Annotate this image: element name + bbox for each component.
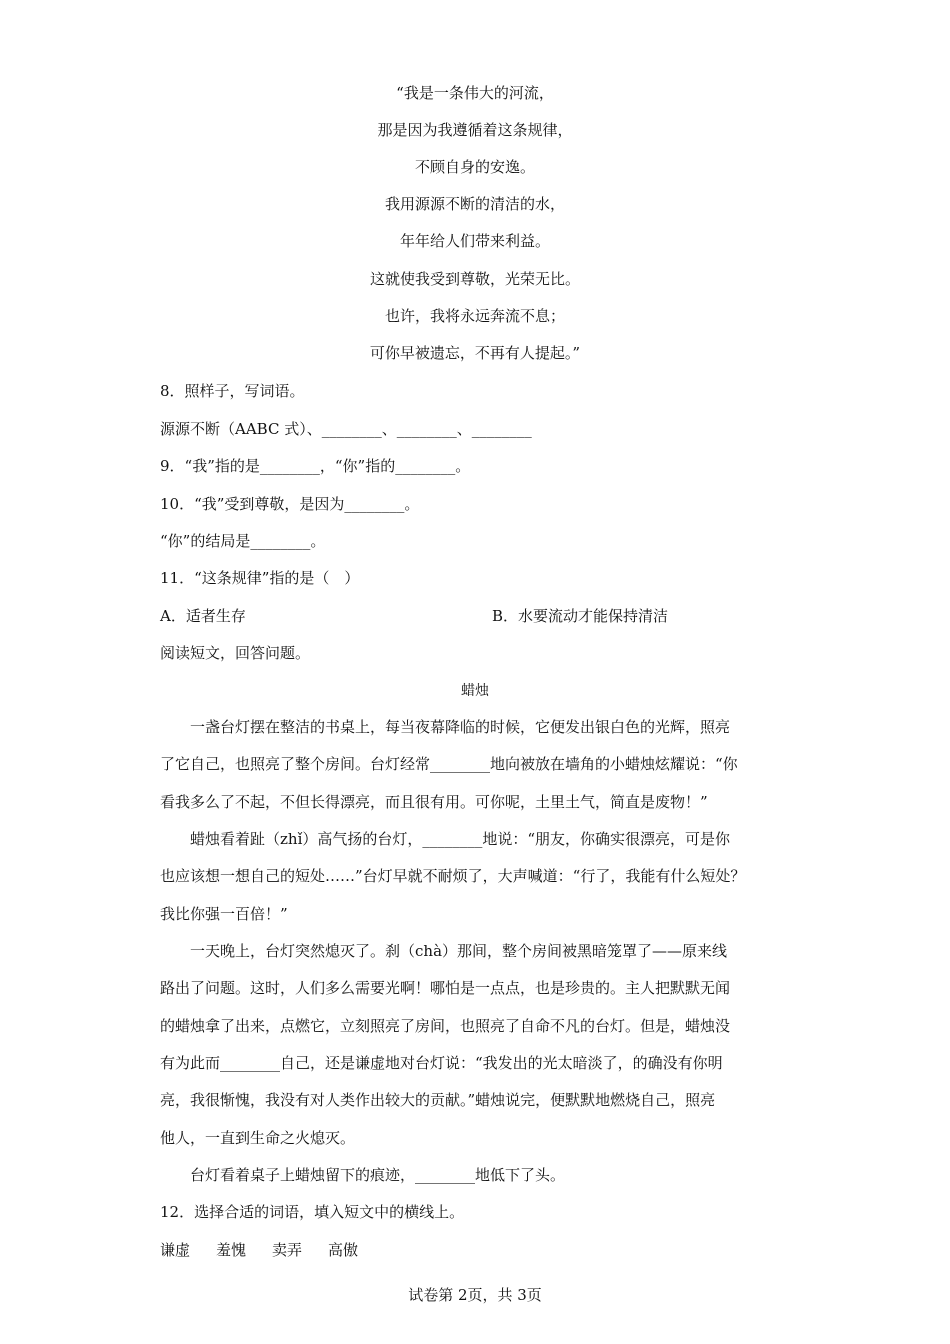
- word-option: 卖弄: [272, 1241, 303, 1259]
- story-line: 有为此而________自己，还是谦虚地对台灯说：“我发出的光太暗淡了，的确没有你明: [160, 1054, 723, 1072]
- word-option: 谦虚: [160, 1241, 191, 1259]
- reading-instruction: 阅读短文，回答问题。: [160, 644, 311, 662]
- poem-line-5: 年年给人们带来利益。: [399, 232, 550, 250]
- poem-line-2: 那是因为我遵循着这条规律，: [377, 121, 573, 139]
- poem-line-1: “我是一条伟大的河流，: [396, 84, 554, 102]
- page-footer: 试卷第 2页，共 3页: [408, 1286, 542, 1304]
- poem-line-6: 这就使我受到尊敬，光荣无比。: [369, 270, 580, 288]
- story-line: 也应该想一想自己的短处……”台灯早就不耐烦了，大声喊道：“行了，我能有什么短处？: [160, 867, 746, 885]
- question-11-option-b: B．水要流动才能保持清洁: [492, 607, 669, 625]
- poem-line-4: 我用源源不断的清洁的水，: [384, 195, 565, 213]
- story-line: 一盏台灯摆在整洁的书桌上，每当夜幕降临的时候，它便发出银白色的光辉，照亮: [190, 718, 731, 736]
- story-line: 亮，我很惭愧，我没有对人类作出较大的贡献。”蜡烛说完，便默默地燃烧自己，照亮: [160, 1091, 716, 1109]
- poem-line-7: 也许，我将永远奔流不息；: [384, 307, 565, 325]
- question-8-title: 8．照样子，写词语。: [160, 382, 305, 400]
- story-title: 蜡烛: [461, 683, 489, 699]
- story-line: 了它自己，也照亮了整个房间。台灯经常________地向被放在墙角的小蜡烛炫耀说：“你: [160, 755, 738, 773]
- word-option: 羞愧: [216, 1241, 247, 1259]
- question-11: 11．“这条规律”指的是（ ）: [160, 569, 360, 587]
- question-9: 9．“我”指的是________，“你”指的________。: [160, 457, 471, 475]
- story-line: 我比你强一百倍！”: [160, 905, 288, 923]
- question-12-title: 12．选择合适的词语，填入短文中的横线上。: [160, 1203, 465, 1221]
- story-line: 他人，一直到生命之火熄灭。: [160, 1129, 356, 1147]
- story-line: 一天晚上，台灯突然熄灭了。刹（chà）那间，整个房间被黑暗笼罩了——原来线: [190, 942, 728, 960]
- story-line: 台灯看着桌子上蜡烛留下的痕迹，________地低下了头。: [190, 1166, 566, 1184]
- question-10-line-1: 10．“我”受到尊敬，是因为________。: [160, 495, 420, 513]
- story-line: 路出了问题。这时，人们多么需要光啊！哪怕是一点点，也是珍贵的。主人把默默无闻: [160, 979, 731, 997]
- question-11-option-a: A．适者生存: [160, 607, 246, 625]
- question-10-line-2: “你”的结局是________。: [160, 532, 326, 550]
- question-8-line: 源源不断（AABC 式）、________、________、________: [160, 420, 532, 438]
- poem-line-3: 不顾自身的安逸。: [414, 158, 535, 176]
- story-line: 看我多么了不起，不但长得漂亮，而且很有用。可你呢，土里土气，简直是废物！”: [160, 793, 708, 811]
- story-line: 的蜡烛拿了出来，点燃它，立刻照亮了房间，也照亮了自命不凡的台灯。但是，蜡烛没: [160, 1017, 731, 1035]
- poem-line-8: 可你早被遗忘，不再有人提起。”: [369, 344, 581, 362]
- story-line: 蜡烛看着趾（zhǐ）高气扬的台灯，________地说：“朋友，你确实很漂亮，可是你: [190, 830, 731, 848]
- question-12-word-bank: [160, 1239, 384, 1260]
- word-option: 高傲: [328, 1241, 359, 1259]
